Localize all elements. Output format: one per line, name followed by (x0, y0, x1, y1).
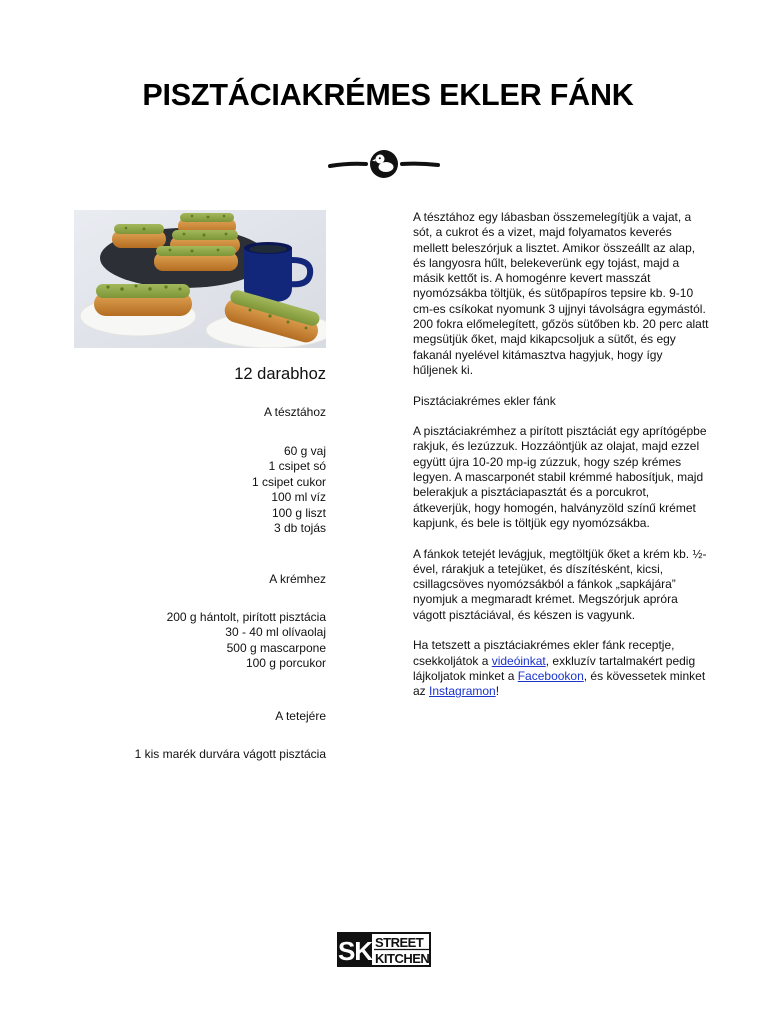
ingredient-item: 500 g mascarpone (226, 640, 326, 655)
duck-divider-icon (328, 146, 440, 182)
ingredient-item: 3 db tojás (273, 521, 326, 536)
ingredient-group-cream (74, 572, 326, 587)
logo-line1: STREET (375, 935, 424, 950)
ingredient-group-heading: A tésztához (263, 405, 326, 419)
servings-label: 12 darabhoz (234, 365, 326, 383)
ingredient-item: 30 - 40 ml olívaolaj (225, 625, 326, 640)
ingredient-group-topping (74, 709, 326, 724)
ingredient-item: 1 kis marék durvára vágott pisztácia (134, 747, 326, 761)
recipe-title: PISZTÁCIAKRÉMES EKLER FÁNK (142, 78, 634, 112)
street-kitchen-logo (337, 932, 431, 967)
ingredient-item: 1 csipet cukor (251, 474, 326, 489)
closing-text: , exkluzív tartalmakért pedig lájkoljatok minket a (413, 653, 696, 683)
ingredient-item: 100 g liszt (271, 505, 326, 520)
logo-mark: SK (337, 936, 373, 966)
videos-link[interactable]: videóinkat (491, 653, 546, 668)
ingredient-group-dough (74, 405, 326, 420)
closing-text: , és kövessetek minket az (413, 668, 706, 699)
ingredient-group-heading: A tetejére (275, 709, 326, 723)
instruction-paragraph: A pisztáciakrémhez a pirított pisztáciát egy aprítógépbe rakjuk, és lezúzzuk. Hozzáöntjük az olajat, majd ezzel együtt újra 10-20 mp-ig zúzzuk, hogy szép krémes legyen. A mascarponét stabil krémmé habosítjuk, majd belerakjuk a pisztáciapasztát és a porcukrot, átkeverjük, hogy homogén, halványzöld színű krémet kapjunk, és bele is töltjük egy nyomózsákba. (413, 424, 707, 530)
ingredient-list-cream (74, 610, 326, 672)
ingredient-group-heading: A krémhez (269, 572, 326, 586)
closing-text: ! (495, 684, 500, 699)
instruction-paragraph: A tésztához egy lábasban összemelegítjük a vajat, a sót, a cukrot és a vizet, majd folyamatos keverés mellett beleszórjuk a lisztet. Amikor összeállt az alap, és langyosra hűlt, belekeverünk egy tojást, majd a másik kettőt is. A homogénre kevert masszát nyomózsákba töltjük, és sütőpapíros tepsire kb. 9-10 cm-es csíkokat nyomunk 3 ujjnyi távolságra egymástól. 200 fokra előmelegített, gőzös sütőben kb. 20 perc alatt megsütjük őket, majd kikapcsoljuk a sütőt, és egy fakanál nyelével kitámasztva hagyjuk, hogy így hűljenek ki. (413, 210, 709, 377)
eclair-photo (74, 210, 326, 348)
ingredient-item: 60 g vaj (283, 444, 326, 458)
instructions (413, 210, 709, 715)
ingredient-list-dough (74, 444, 326, 536)
closing-paragraph (413, 638, 709, 699)
instruction-paragraph: A fánkok tetejét levágjuk, megtöltjük őket a krém kb. ½-ével, rárakjuk a tetejüket, és díszítésként, kicsi, csillagcsöves nyomózsákból a fánkok „sapkájára” nyomjuk a megmaradt krémet. Megszórjuk apróra vágott pisztáciával, és készen is vagyunk. (413, 546, 707, 622)
instagram-link[interactable]: Instagramon (429, 684, 496, 699)
ingredient-list-topping (74, 747, 326, 762)
ingredient-item: 1 csipet só (268, 459, 326, 474)
ingredient-item: 100 ml víz (271, 490, 326, 505)
facebook-link[interactable]: Facebookon (517, 668, 584, 683)
ingredient-item: 200 g hántolt, pirított pisztácia (166, 610, 326, 624)
ingredient-item: 100 g porcukor (245, 656, 326, 671)
instruction-subheading: Pisztáciakrémes ekler fánk (413, 393, 556, 408)
closing-text: Ha tetszett a pisztáciakrémes ekler fánk receptje, csekkoljátok a (413, 638, 675, 668)
logo-line2: KITCHEN (375, 951, 430, 966)
